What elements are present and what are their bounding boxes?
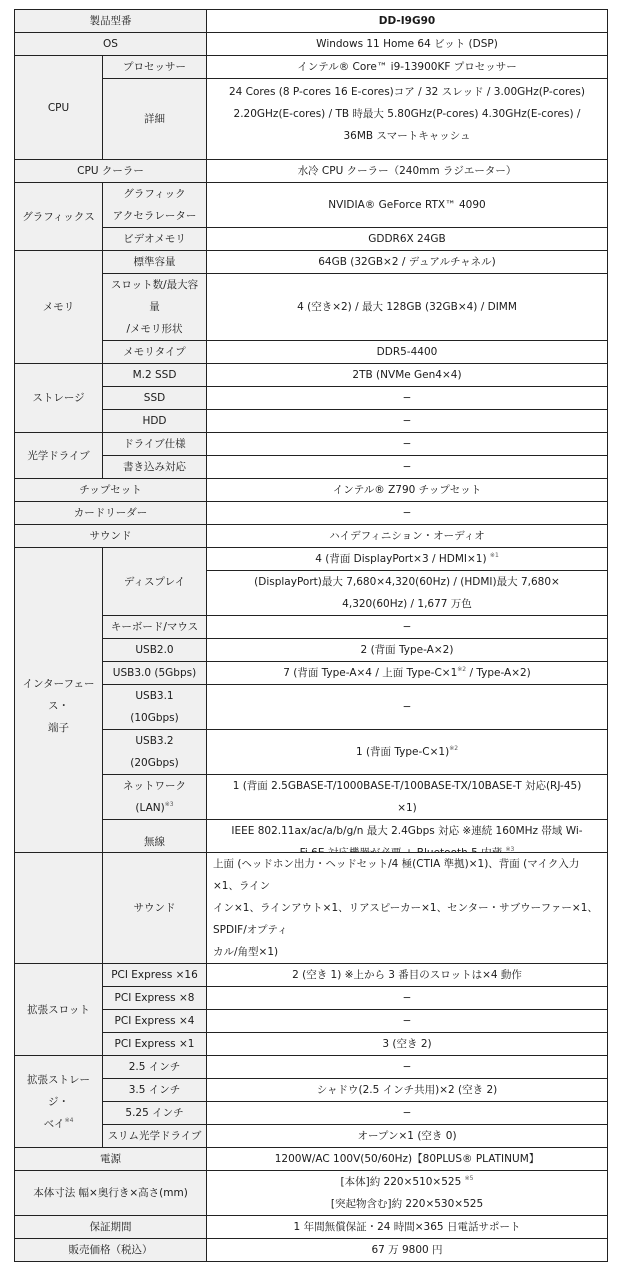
label-sound: サウンド — [15, 525, 207, 548]
label-price: 販売価格（税込） — [15, 1239, 207, 1262]
label-bay-525: 5.25 インチ — [103, 1102, 207, 1125]
value-wireless: IEEE 802.11ax/ac/a/b/g/n 最大 2.4Gbps 対応 ※連続 160MHz 帯域 Wi- $^{※3}$ — [207, 820, 608, 865]
label-ssd: SSD — [103, 387, 207, 410]
value-dimensions: [本体]約 220×510×525 $^{※5}$ [突起物含む]約 220×530×525 — [207, 1171, 608, 1216]
value-network: 1 (背面 2.5GBASE-T/1000BASE-T/100BASE-TX/10BASE-T 対応(RJ-45) ×1) — [207, 775, 608, 820]
value-usb20: 2 (背面 Type-A×2) — [207, 639, 608, 662]
value-keyboard-mouse: − — [207, 616, 608, 639]
value-ssd: − — [207, 387, 608, 410]
label-video-memory: ビデオメモリ — [103, 228, 207, 251]
label-expansion-slots: 拡張スロット — [15, 964, 103, 1056]
value-memory-slots: 4 (空き×2) / 最大 128GB (32GB×4) / DIMM — [207, 274, 608, 341]
value-pcie-x8: − — [207, 987, 608, 1010]
label-storage: ストレージ — [15, 364, 103, 433]
label-memory: メモリ — [15, 251, 103, 364]
value-pcie-x4: − — [207, 1010, 608, 1033]
value-graphics-accelerator: NVIDIA® GeForce RTX™ 4090 — [207, 183, 608, 228]
value-display-resolution: (DisplayPort)最大 7,680×4,320(60Hz) / (HDMI)最大 7,680× 4,320(60Hz) / 1,677 万色 — [207, 571, 608, 616]
value-os: Windows 11 Home 64 ビット (DSP) — [207, 33, 608, 56]
value-optical-spec: − — [207, 433, 608, 456]
value-cpu-detail: 24 Cores (8 P-cores 16 E-cores)コア / 32 スレッド / 3.00GHz(P-cores) 2.20GHz(E-cores) / TB 時最大 5.80GHz(P-cores) 4.30GHz(E-cores) / 36MB スマートキャッシュ — [207, 79, 608, 160]
label-bay-35: 3.5 インチ — [103, 1079, 207, 1102]
label-optical: 光学ドライブ — [15, 433, 103, 479]
label-bay-slim-optical: スリム光学ドライブ — [103, 1125, 207, 1148]
value-warranty: 1 年間無償保証・24 時間×365 日電話サポート — [207, 1216, 608, 1239]
label-usb31: USB3.1 (10Gbps) — [103, 685, 207, 730]
label-network: ネットワーク (LAN)$^{※3}$ — [103, 775, 207, 820]
label-memory-slots: スロット数/最大容量 /メモリ形状 — [103, 274, 207, 341]
label-wireless: 無線 — [103, 820, 207, 865]
value-sound-ports: 上面 (ヘッドホン出力・ヘッドセット/4 極(CTIA 準拠)×1)、背面 (マイク入力×1、ライン イン×1、ラインアウト×1、リアスピーカー×1、センター・サブウーファー×1、SPDIF/オプティ カル/角型×1) — [207, 853, 608, 964]
label-optical-write: 書き込み対応 — [103, 456, 207, 479]
value-video-memory: GDDR6X 24GB — [207, 228, 608, 251]
value-hdd: − — [207, 410, 608, 433]
value-processor: インテル® Core™ i9-13900KF プロセッサー — [207, 56, 608, 79]
value-model: DD-I9G90 — [207, 10, 608, 33]
label-pcie-x4: PCI Express ×4 — [103, 1010, 207, 1033]
label-usb20: USB2.0 — [103, 639, 207, 662]
label-cpu-detail: 詳細 — [103, 79, 207, 160]
value-display-ports: 4 (背面 DisplayPort×3 / HDMI×1) $^{※1}$ — [207, 548, 608, 571]
value-card-reader: − — [207, 502, 608, 525]
label-graphics: グラフィックス — [15, 183, 103, 251]
value-power: 1200W/AC 100V(50/60Hz)【80PLUS® PLATINUM】 — [207, 1148, 608, 1171]
label-hdd: HDD — [103, 410, 207, 433]
value-bay-525: − — [207, 1102, 608, 1125]
value-memory-type: DDR5-4400 — [207, 341, 608, 364]
label-usb32: USB3.2 (20Gbps) — [103, 730, 207, 775]
label-memory-standard: 標準容量 — [103, 251, 207, 274]
label-pcie-x1: PCI Express ×1 — [103, 1033, 207, 1056]
value-m2: 2TB (NVMe Gen4×4) — [207, 364, 608, 387]
label-optical-spec: ドライブ仕様 — [103, 433, 207, 456]
label-cpu: CPU — [15, 56, 103, 160]
label-warranty: 保証期間 — [15, 1216, 207, 1239]
label-expansion-bays: 拡張ストレージ・ ベイ$^{※4}$ — [15, 1056, 103, 1148]
value-memory-standard: 64GB (32GB×2 / デュアルチャネル) — [207, 251, 608, 274]
label-os: OS — [15, 33, 207, 56]
value-pcie-x16: 2 (空き 1) ※上から 3 番目のスロットは×4 動作 — [207, 964, 608, 987]
spec-table-main — [14, 9, 608, 865]
label-cpu-cooler: CPU クーラー — [15, 160, 207, 183]
value-price: 67 万 9800 円 — [207, 1239, 608, 1262]
value-optical-write: − — [207, 456, 608, 479]
label-dimensions: 本体寸法 幅×奥行き×高さ(mm) — [15, 1171, 207, 1216]
value-cpu-cooler: 水冷 CPU クーラー（240mm ラジエーター） — [207, 160, 608, 183]
value-bay-25: − — [207, 1056, 608, 1079]
value-usb30: 7 (背面 Type-A×4 / 上面 Type-$C\times 1^{※2}$ / Type-A×2) — [207, 662, 608, 685]
label-card-reader: カードリーダー — [15, 502, 207, 525]
label-bay-25: 2.5 インチ — [103, 1056, 207, 1079]
value-chipset: インテル® Z790 チップセット — [207, 479, 608, 502]
label-display: ディスプレイ — [103, 548, 207, 616]
label-graphics-accelerator: グラフィック アクセラレーター — [103, 183, 207, 228]
label-keyboard-mouse: キーボード/マウス — [103, 616, 207, 639]
label-processor: プロセッサー — [103, 56, 207, 79]
label-model: 製品型番 — [15, 10, 207, 33]
value-bay-slim-optical: オープン×1 (空き 0) — [207, 1125, 608, 1148]
label-m2: M.2 SSD — [103, 364, 207, 387]
value-pcie-x1: 3 (空き 2) — [207, 1033, 608, 1056]
label-sound-ports: サウンド — [103, 853, 207, 964]
value-sound: ハイデフィニション・オーディオ — [207, 525, 608, 548]
label-usb30: USB3.0 (5Gbps) — [103, 662, 207, 685]
label-pcie-x16: PCI Express ×16 — [103, 964, 207, 987]
label-chipset: チップセット — [15, 479, 207, 502]
value-usb32: 1 (背面 Type-C×1)$^{※2}$ — [207, 730, 608, 775]
value-usb31: − — [207, 685, 608, 730]
label-memory-type: メモリタイプ — [103, 341, 207, 364]
label-power: 電源 — [15, 1148, 207, 1171]
spec-table-continued — [14, 852, 608, 1262]
label-interface: インターフェース・ 端子 — [15, 548, 103, 865]
label-pcie-x8: PCI Express ×8 — [103, 987, 207, 1010]
label-interface-continued — [15, 853, 103, 964]
value-bay-35: シャドウ(2.5 インチ共用)×2 (空き 2) — [207, 1079, 608, 1102]
